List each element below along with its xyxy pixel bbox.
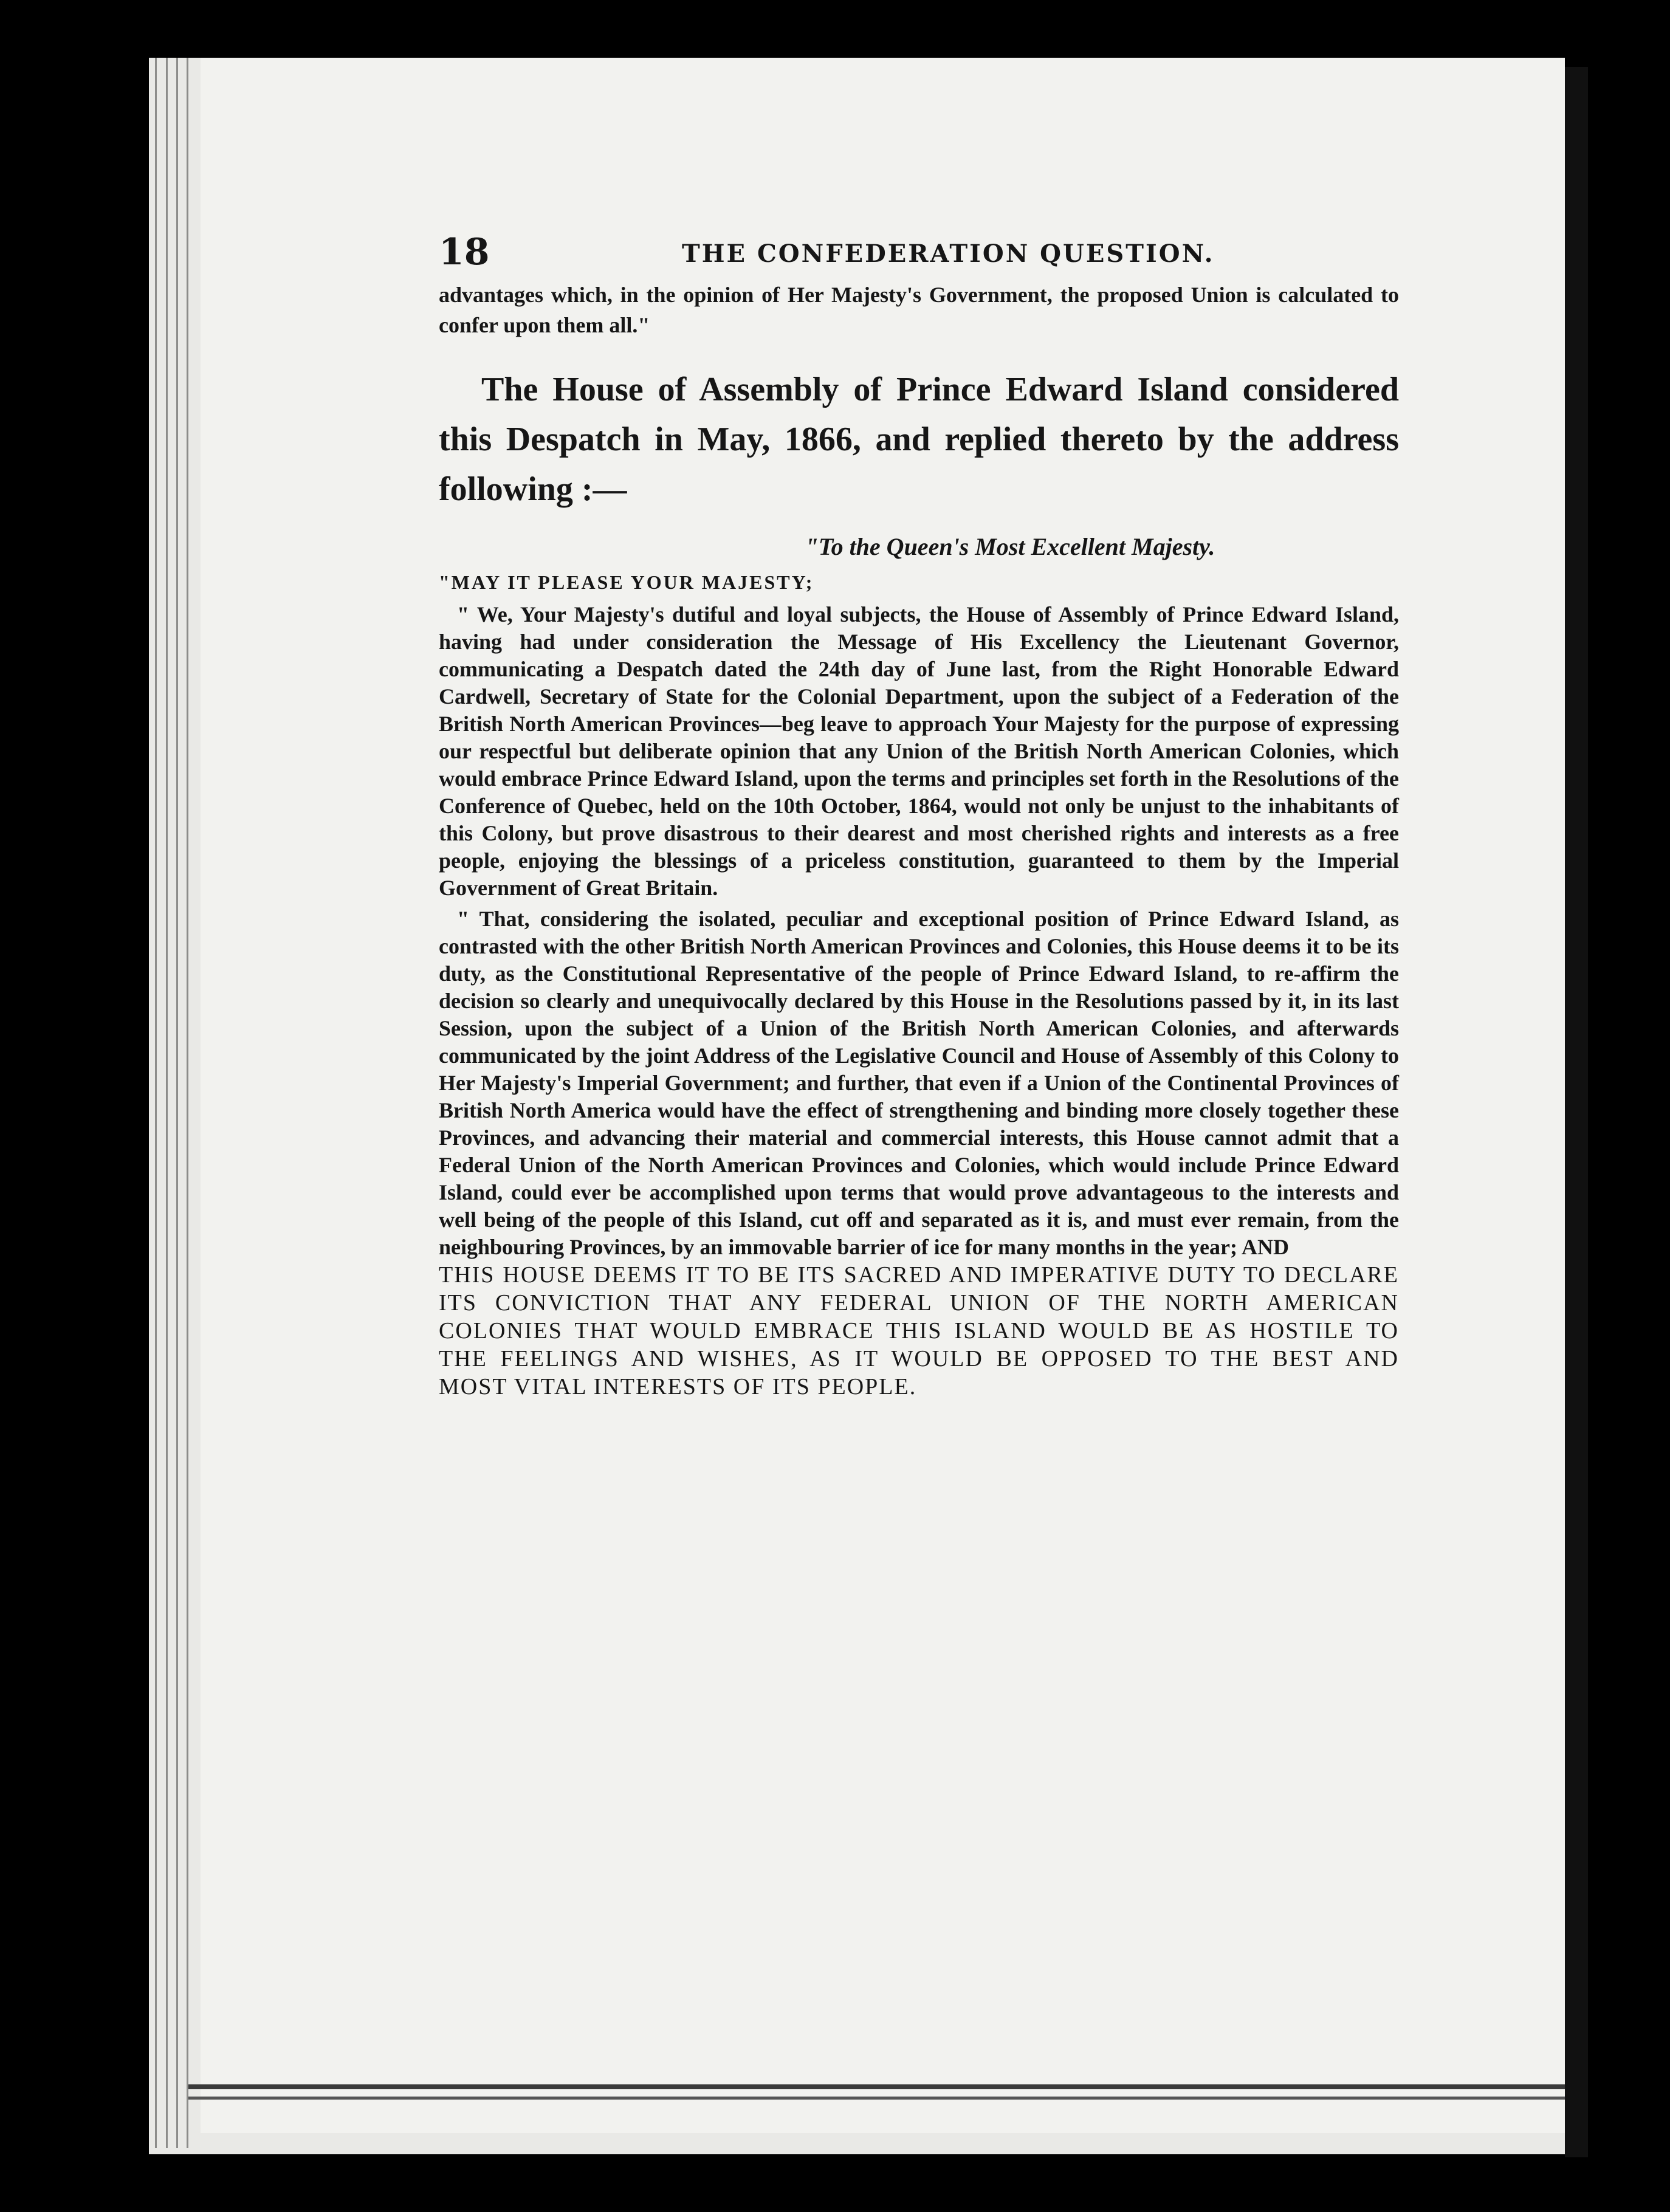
page-edge-line: [187, 58, 188, 2148]
emphasis-paragraph: THIS HOUSE DEEMS IT TO BE ITS SACRED AND IMPERATIVE DUTY TO DECLARE ITS CONVICTION THAT ANY FEDERAL UNION OF THE NORTH AMERICAN COLONIES THAT WOULD EMBRACE THIS ISLAND WOULD BE AS HOSTILE TO THE FEELINGS AND WISHES, AS IT WOULD BE OPPOSED TO THE BEST AND MOST VITAL INTERESTS OF ITS PEOPLE.: [439, 1262, 1399, 1400]
running-title: THE CONFEDERATION QUESTION.: [682, 239, 1215, 268]
address-title: "To the Queen's Most Excellent Majesty.: [805, 533, 1215, 560]
lead-paragraph: The House of Assembly of Prince Edward Island considered this Despatch in May, 1866, and replied thereto by the address following :—: [439, 371, 1399, 508]
salutation: "MAY IT PLEASE YOUR MAJESTY;: [439, 571, 814, 593]
running-head: [439, 231, 1399, 280]
page-edge-line: [155, 58, 157, 2148]
page-edge-line: [176, 58, 178, 2148]
page-text: [439, 231, 1399, 1401]
page-bottom-edge: [188, 2084, 1565, 2089]
address-paragraph-2: " That, considering the isolated, peculiar and exceptional position of Prince Edward Island, as contrasted with the other British North American Provinces and Colonies, this House deems it to be its duty, as the Constitutional Representative of the people of Prince Edward Island, to re-affirm the decision so clearly and unequivocally declared by this House in the Resolutions passed by it, in its last Session, upon the subject of a Union of the British North American Colonies, and afterwards communicated by the joint Address of the Legislative Council and House of Assembly of this Colony to Her Majesty's Imperial Government; and further, that even if a Union of the Continental Provinces of British North America would have the effect of strengthening and binding more closely together these Provinces, and advancing their material and commercial interests, this House cannot admit that a Federal Union of the North American Provinces and Colonies, which would include Prince Edward Island, could ever be accomplished upon terms that would prove advantageous to the interests and well being of the people of this Island, cut off and separated as it is, and must ever remain, from the neighbouring Provinces, by an immovable barrier of ice for many months in the year; AND: [439, 907, 1399, 1259]
binding-shadow: [1565, 67, 1588, 2157]
page-bottom-edge: [188, 2097, 1565, 2100]
address-paragraph-1: " We, Your Majesty's dutiful and loyal subjects, the House of Assembly of Prince Edward Island, having had under consideration the Message of His Excellency the Lieutenant Governor, communicating a Despatch dated the 24th day of June last, from the Right Honorable Edward Cardwell, Secretary of State for the Colonial Department, upon the subject of a Federation of the British North American Provinces—beg leave to approach Your Majesty for the purpose of expressing our respectful but deliberate opinion that any Union of the British North American Colonies, which would embrace Prince Edward Island, upon the terms and principles set forth in the Resolutions of the Conference of Quebec, held on the 10th October, 1864, would not only be unjust to the inhabitants of this Colony, but prove disastrous to their dearest and most cherished rights and interests as a free people, enjoying the blessings of a priceless constitution, guaranteed to them by the Imperial Government of Great Britain.: [439, 602, 1399, 900]
page-edge-line: [166, 58, 168, 2148]
page-number: 18: [439, 231, 490, 273]
quote-close-paragraph: advantages which, in the opinion of Her Majesty's Government, the proposed Union is calculated to confer upon them all.": [439, 283, 1399, 337]
